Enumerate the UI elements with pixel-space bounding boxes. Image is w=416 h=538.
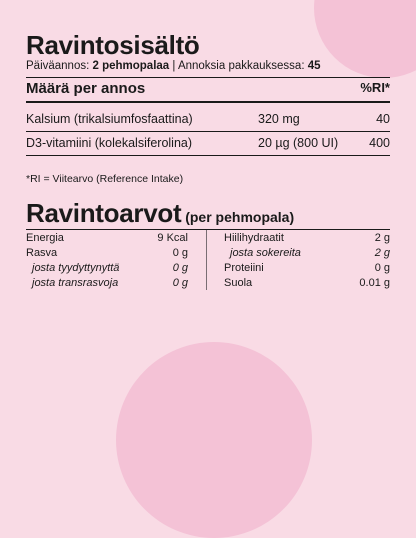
- daily-dose: 2 pehmopalaa: [92, 60, 170, 72]
- nutrition-value: 0 g: [172, 247, 188, 259]
- per-dose-header: [26, 76, 390, 100]
- serving-label: Päiväannos:: [26, 60, 93, 72]
- nutrient-name: Kalsium (trikalsiumfosfaattina): [26, 112, 193, 126]
- nutrient-ri: 40: [376, 112, 390, 126]
- nutrition-value: 2 g: [374, 232, 390, 244]
- nutrition-value: 0.01 g: [359, 277, 390, 289]
- nutrition-name: Rasva: [26, 247, 58, 259]
- column-divider: [206, 230, 207, 290]
- nutrition-name: josta transrasvoja: [32, 277, 119, 289]
- decorative-circle-bottom: [116, 342, 312, 538]
- nutrient-name: D3-vitamiini (kolekalsiferolina): [26, 136, 193, 150]
- nutrition-row: [26, 232, 188, 247]
- nutrition-row: [26, 247, 188, 262]
- nutrition-value: 0 g: [374, 262, 390, 274]
- nutrient-ri: 400: [369, 136, 390, 150]
- nutrition-title-main: Ravintoarvot: [26, 198, 182, 228]
- nutrition-row: [224, 262, 390, 277]
- decorative-circle-top: [314, 0, 416, 78]
- nutrition-row: [26, 262, 188, 277]
- nutrition-name: Suola: [224, 277, 253, 289]
- page-title: Ravintosisältö: [26, 30, 200, 60]
- per-dose-label: Määrä per annos: [26, 80, 146, 97]
- serving-info: [26, 60, 321, 72]
- nutrition-value: 0 g: [172, 262, 188, 274]
- nutrition-row: [26, 277, 188, 292]
- nutrition-title-sub: (per pehmopala): [181, 209, 295, 225]
- servings-count: 45: [307, 60, 321, 72]
- nutrition-name: Energia: [26, 232, 64, 244]
- serving-separator-label: | Annoksia pakkauksessa:: [169, 60, 308, 72]
- divider-nutrition: [26, 229, 390, 230]
- nutrient-amount: 20 µg (800 UI): [258, 136, 339, 150]
- ri-footnote: *RI = Viitearvo (Reference Intake): [26, 173, 184, 185]
- nutrient-row: [26, 136, 390, 154]
- ri-label: %RI*: [360, 80, 390, 95]
- nutrition-name: josta sokereita: [230, 247, 301, 259]
- nutrition-column-right: [224, 232, 390, 292]
- divider-thick: [26, 101, 390, 103]
- nutrition-name: Hiilihydraatit: [224, 232, 284, 244]
- nutrient-amount: 320 mg: [258, 112, 300, 126]
- nutrition-value: 9 Kcal: [157, 232, 188, 244]
- nutrition-name: josta tyydyttynyttä: [32, 262, 120, 274]
- nutrition-row: [224, 247, 390, 262]
- divider-row: [26, 131, 390, 132]
- nutrition-row: [224, 277, 390, 292]
- nutrition-column-left: [26, 232, 188, 292]
- nutrition-row: [224, 232, 390, 247]
- nutrition-value: 2 g: [374, 247, 390, 259]
- nutrition-name: Proteiini: [224, 262, 264, 274]
- nutrition-title: [26, 198, 294, 229]
- divider-row: [26, 155, 390, 156]
- nutrition-value: 0 g: [172, 277, 188, 289]
- nutrient-row: [26, 112, 390, 130]
